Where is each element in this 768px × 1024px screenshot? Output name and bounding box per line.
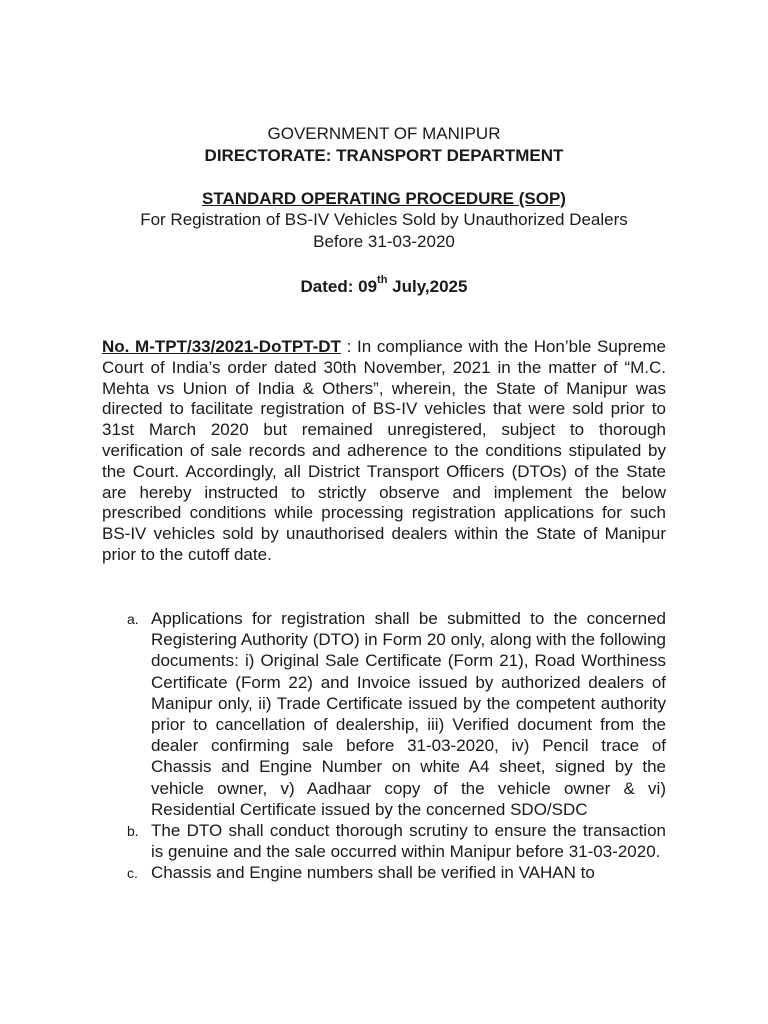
sop-subtitle-line-2: Before 31-03-2020 xyxy=(313,232,455,251)
dated-suffix: July,2025 xyxy=(387,277,468,296)
intro-paragraph xyxy=(102,337,666,566)
directorate-heading: DIRECTORATE: TRANSPORT DEPARTMENT xyxy=(204,146,564,165)
condition-item-b xyxy=(122,820,666,862)
conditions-list xyxy=(122,608,666,884)
dated-prefix: Dated: 09 xyxy=(300,277,378,296)
government-heading: GOVERNMENT OF MANIPUR xyxy=(267,124,501,143)
condition-text: Chassis and Engine numbers shall be verified in VAHAN to xyxy=(151,863,595,883)
dated-line xyxy=(0,274,768,297)
dated-ordinal-suffix: th xyxy=(377,274,388,287)
sop-subtitle-line-1: For Registration of BS-IV Vehicles Sold by Unauthorized Dealers xyxy=(140,210,628,229)
condition-text: The DTO shall conduct thorough scrutiny to ensure the transaction is genuine and the sale occurred within Manipur before 31-03-2020. xyxy=(151,821,666,862)
condition-item-a xyxy=(122,608,666,820)
sop-title: STANDARD OPERATING PROCEDURE (SOP) xyxy=(202,189,566,208)
intro-text: : In compliance with the Hon’ble Supreme Court of India’s order dated 30th November, 2021 in the matter of “M.C. Mehta vs Union of India & Others”, wherein, the State of Manipur was directed to facilitate registration of BS-IV vehicles that were sold prior to 31st March 2020 but remained unregistered, subject to thorough verification of sale records and adherence to the conditions stipulated by the Court. Accordingly, all District Transport Officers (DTOs) of the State are hereby instructed to strictly observe and implement the below prescribed conditions while processing registration applications for such BS-IV vehicles sold by unauthorised dealers within the State of Manipur prior to the cutoff date. xyxy=(102,337,666,564)
condition-item-c xyxy=(122,862,666,883)
condition-marker: b. xyxy=(127,823,139,840)
condition-text: Applications for registration shall be submitted to the concerned Registering Authority (DTO) in Form 20 only, along with the following documents: i) Original Sale Certificate (Form 21), Road Worthiness Certificate (Form 22) and Invoice issued by authorized dealers of Manipur only, ii) Trade Certificate issued by the competent authority prior to cancellation of dealership, iii) Verified document from the dealer confirming sale before 31-03-2020, iv) Pencil trace of Chassis and Engine Number on white A4 sheet, signed by the vehicle owner, v) Aadhaar copy of the vehicle owner & vi) Residential Certificate issued by the concerned SDO/SDC xyxy=(151,609,666,819)
reference-number: No. M-TPT/33/2021-DoTPT-DT xyxy=(102,337,341,356)
condition-marker: c. xyxy=(127,865,138,882)
condition-marker: a. xyxy=(127,611,139,627)
